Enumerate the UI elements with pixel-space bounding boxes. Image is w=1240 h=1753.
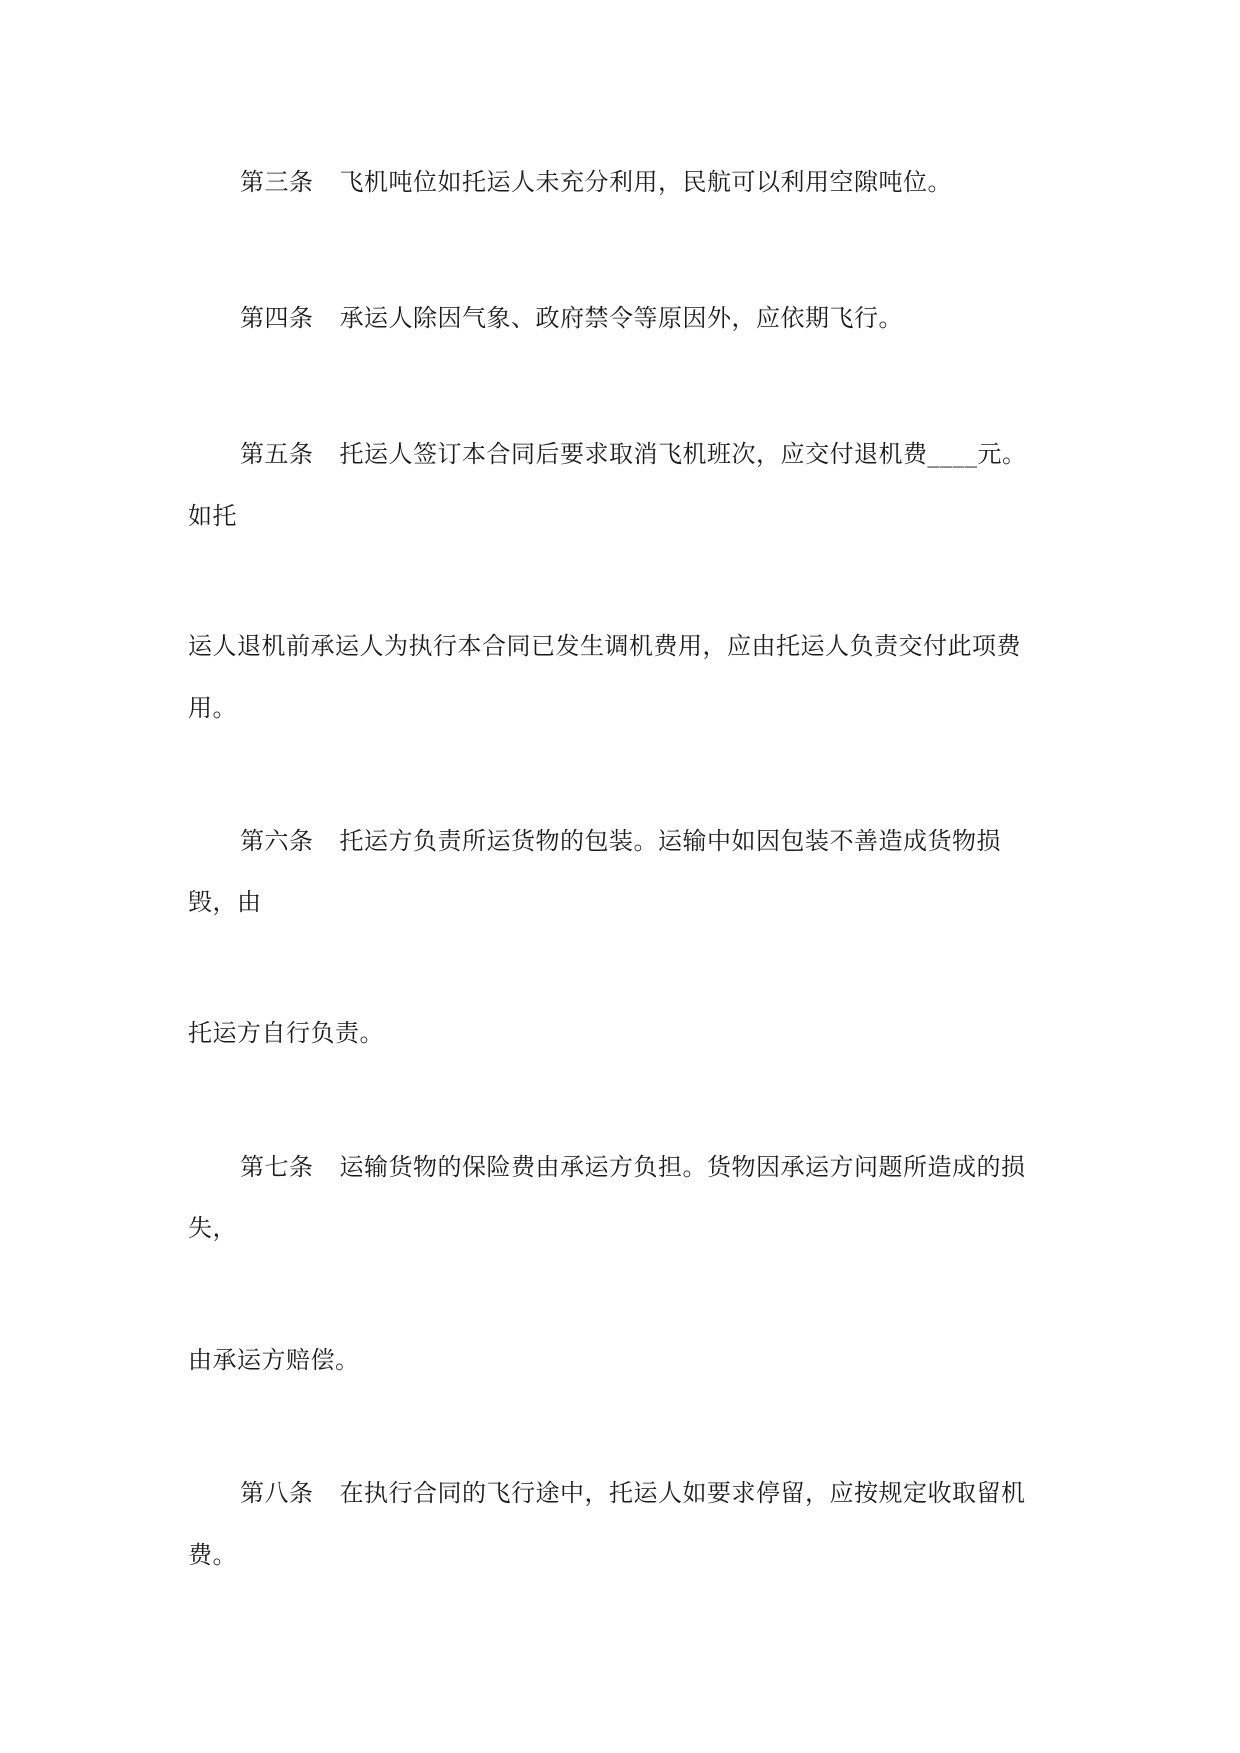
article-7-line-1: [240, 1151, 1026, 1183]
article-3-label: 第三条: [240, 168, 314, 196]
article-5-line-3: 运人退机前承运人为执行本合同已发生调机费用，应由托运人负责交付此项费: [188, 632, 1021, 660]
article-5-line-2: 如托: [188, 502, 237, 530]
article-3-line-1: [240, 166, 952, 198]
article-4-text: 承运人除因气象、政府禁令等原因外，应依期飞行。: [339, 304, 903, 332]
article-6-text-1: 托运方负责所运货物的包装。运输中如因包装不善造成货物损: [339, 827, 1001, 855]
article-8-text-1: 在执行合同的飞行途中，托运人如要求停留，应按规定收取留机: [339, 1479, 1026, 1507]
article-7-label: 第七条: [240, 1153, 314, 1181]
article-8-label: 第八条: [240, 1479, 314, 1507]
article-6-line-1: [240, 825, 1001, 857]
article-6-line-2: 毁，由: [188, 888, 262, 916]
article-5-text-1: 托运人签订本合同后要求取消飞机班次，应交付退机费____元。: [339, 440, 1027, 468]
article-5-line-1: [240, 438, 1027, 470]
article-5-line-4: 用。: [188, 694, 237, 722]
article-6-line-3: 托运方自行负责。: [188, 1019, 384, 1047]
article-5-label: 第五条: [240, 440, 314, 468]
article-4-line-1: [240, 302, 903, 334]
article-3-text: 飞机吨位如托运人未充分利用，民航可以利用空隙吨位。: [339, 168, 952, 196]
article-7-text-1: 运输货物的保险费由承运方负担。货物因承运方问题所造成的损: [339, 1153, 1026, 1181]
article-6-label: 第六条: [240, 827, 314, 855]
article-8-line-2: 费。: [188, 1541, 237, 1569]
article-7-line-2: 失，: [188, 1214, 237, 1242]
article-8-line-1: [240, 1477, 1026, 1509]
article-7-line-3: 由承运方赔偿。: [188, 1346, 360, 1374]
article-4-label: 第四条: [240, 304, 314, 332]
